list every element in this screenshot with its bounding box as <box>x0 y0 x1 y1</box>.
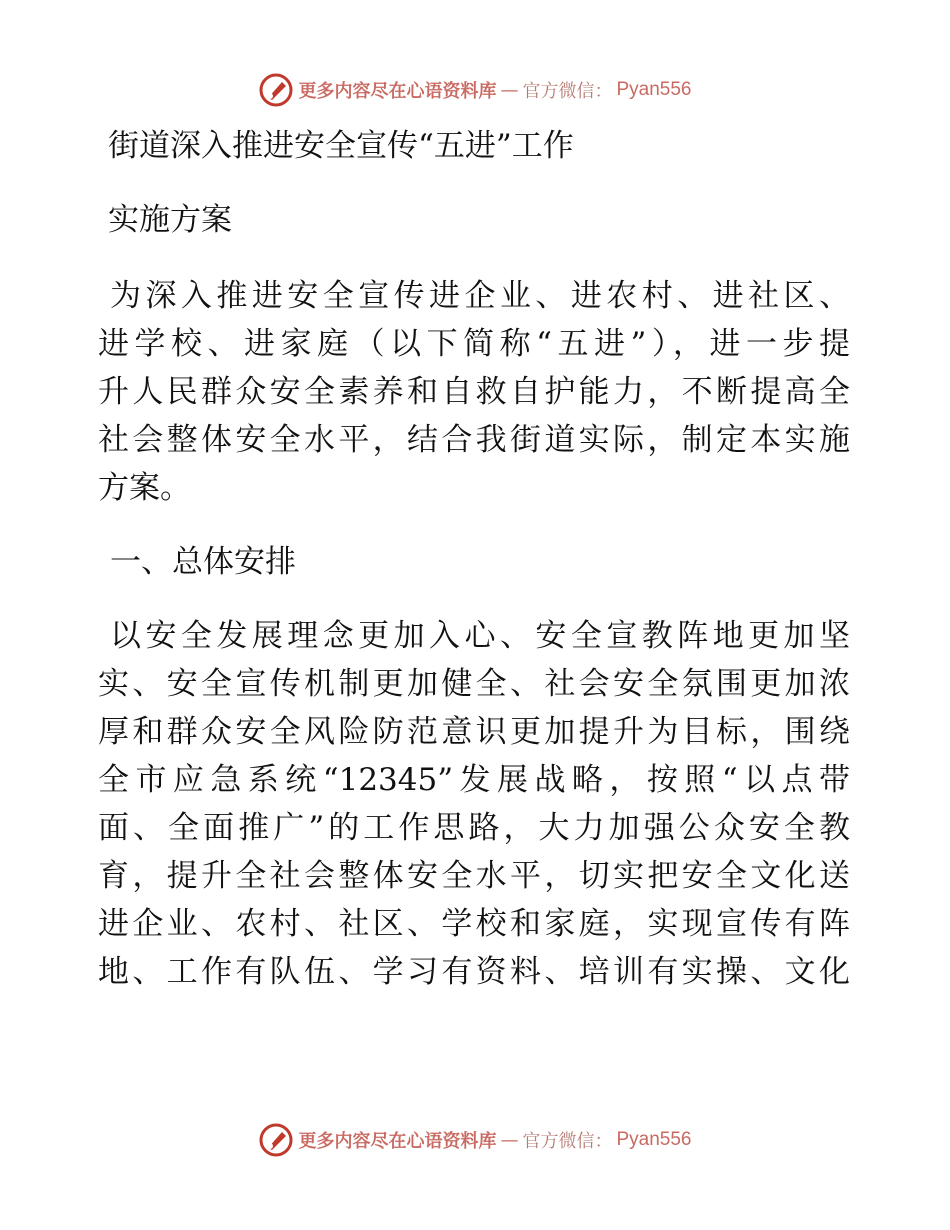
section-1-paragraph <box>98 612 850 996</box>
body-line: 以安全发展理念更加入心、安全宣教阵地更加坚 <box>110 618 850 654</box>
watermark-header <box>0 70 950 110</box>
watermark-id: Pyan556 <box>616 1129 692 1150</box>
intro-line: 社会整体安全水平，结合我街道实际，制定本实施 <box>98 422 850 458</box>
title-line-2: 实施方案 <box>108 202 232 238</box>
watermark-main-text: 更多内容尽在心语资料库 <box>298 1131 497 1152</box>
watermark-dash: — <box>500 79 519 101</box>
watermark-main-text: 更多内容尽在心语资料库 <box>298 81 497 102</box>
intro-line: 为深入推进安全宣传进企业、进农村、进社区、 <box>110 278 850 314</box>
watermark-sub-text: 官方微信： <box>522 81 613 102</box>
section-heading <box>98 538 850 586</box>
body-line: 厚和群众安全风险防范意识更加提升为目标，围绕 <box>98 714 850 750</box>
watermark-id: Pyan556 <box>616 79 692 100</box>
intro-line: 升人民群众安全素养和自救自护能力，不断提高全 <box>98 374 850 410</box>
body-line: 面、全面推广”的工作思路，大力加强公众安全教 <box>98 810 850 846</box>
document-title <box>98 122 850 170</box>
document-subtitle <box>98 196 850 244</box>
watermark-dash: — <box>500 1129 519 1151</box>
title-line-1: 街道深入推进安全宣传“五进”工作 <box>108 128 574 164</box>
body-line: 实、安全宣传机制更加健全、社会安全氛围更加浓 <box>98 666 850 702</box>
document-body <box>98 122 850 996</box>
watermark-sub-text: 官方微信： <box>522 1131 613 1152</box>
body-line: 地、工作有队伍、学习有资料、培训有实操、文化 <box>98 954 850 990</box>
intro-line: 进学校、进家庭（以下简称“五进”），进一步提 <box>98 326 850 362</box>
pen-logo-icon <box>258 1122 294 1158</box>
watermark-footer <box>0 1120 950 1160</box>
section-1-heading: 一、总体安排 <box>110 544 296 580</box>
body-line: 进企业、农村、社区、学校和家庭，实现宣传有阵 <box>98 906 850 942</box>
body-line: 全市应急系统“12345”发展战略，按照“以点带 <box>98 762 850 798</box>
body-line: 育，提升全社会整体安全水平，切实把安全文化送 <box>98 858 850 894</box>
pen-logo-icon <box>258 72 294 108</box>
intro-line: 方案。 <box>98 470 191 506</box>
intro-paragraph <box>98 272 850 512</box>
